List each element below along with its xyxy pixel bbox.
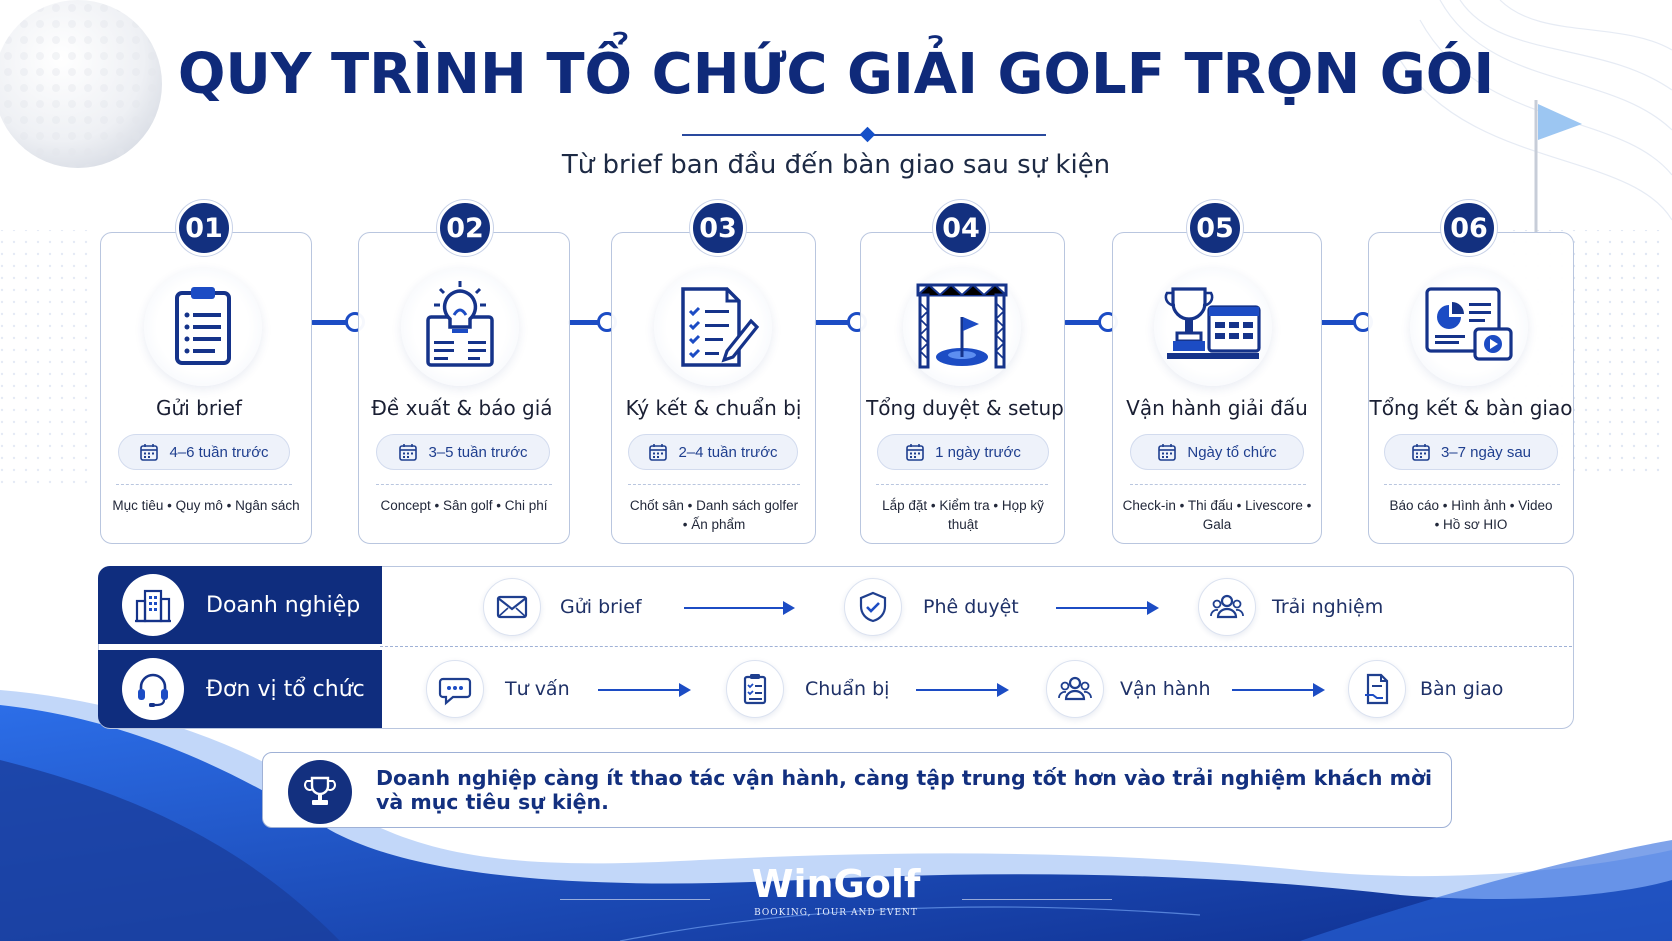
step-title-1: Gửi brief	[156, 396, 242, 420]
team-icon	[1057, 671, 1093, 707]
step-desc-2	[362, 496, 566, 515]
role-business	[98, 566, 382, 644]
step-divider-3	[628, 484, 800, 485]
truss-flag-icon	[912, 277, 1012, 377]
calendar-icon	[648, 442, 668, 462]
flow-arrow-icon	[1056, 607, 1156, 609]
step-icon-circle-2	[401, 268, 519, 386]
step-desc-line: Concept • Sân golf • Chi phí	[380, 498, 548, 513]
step-time-label-2: 3–5 tuần trước	[428, 443, 528, 461]
step-time-label-3: 2–4 tuần trước	[678, 443, 778, 461]
step-time-label-4: 1 ngày trước	[935, 443, 1021, 461]
step-desc-line: Mục tiêu • Quy mô • Ngân sách	[112, 498, 300, 513]
flow-business-2-label: Phê duyệt	[923, 596, 1019, 618]
step-desc-line: • Ấn phẩm	[682, 517, 746, 532]
step-icon-circle-1	[144, 268, 262, 386]
calendar-icon	[398, 442, 418, 462]
flow-organizer-4-circle	[1348, 660, 1406, 718]
shield-check-icon	[855, 589, 891, 625]
step-icon-circle-3	[654, 268, 772, 386]
step-time-label-1: 4–6 tuần trước	[169, 443, 269, 461]
step-divider-1	[116, 484, 292, 485]
building-icon	[133, 585, 173, 625]
page-title: QUY TRÌNH TỔ CHỨC GIẢI GOLF TRỌN GÓI	[177, 42, 1495, 107]
brand-logo: WinGolf	[751, 862, 921, 906]
step-number-4: 04	[933, 200, 989, 256]
step-desc-line: thuật	[947, 517, 979, 532]
contract-pen-icon	[663, 277, 763, 377]
step-time-6	[1384, 434, 1558, 470]
step-time-label-5: Ngày tổ chức	[1187, 443, 1277, 461]
step-desc-line: Lắp đặt • Kiểm tra • Họp kỹ	[882, 498, 1044, 513]
lightbulb-document-icon	[410, 277, 510, 377]
flow-business-3-circle	[1198, 578, 1256, 636]
step-icon-circle-4	[903, 268, 1021, 386]
step-divider-5	[1130, 484, 1306, 485]
step-desc-6	[1372, 496, 1570, 534]
step-icon-circle-5	[1154, 268, 1272, 386]
step-title-2: Đề xuất & báo giá	[371, 396, 553, 420]
step-number-3: 03	[690, 200, 746, 256]
step-time-4	[877, 434, 1049, 470]
flow-organizer-1-label: Tư vấn	[505, 678, 570, 700]
step-desc-1	[104, 496, 308, 515]
flow-organizer-4-label: Bàn giao	[1420, 678, 1504, 700]
group-icon	[1209, 589, 1245, 625]
step-title-6: Tổng kết & bàn giao	[1369, 396, 1573, 420]
step-desc-line: Báo cáo • Hình ảnh • Video	[1389, 498, 1553, 513]
trophy-scoreboard-icon	[1163, 277, 1263, 377]
flow-arrow-icon	[684, 607, 792, 609]
step-icon-circle-6	[1410, 268, 1528, 386]
report-video-icon	[1419, 277, 1519, 377]
step-time-label-6: 3–7 ngày sau	[1440, 443, 1532, 461]
role-organizer	[98, 650, 382, 728]
step-number-2: 02	[437, 200, 493, 256]
step-number-1: 01	[176, 200, 232, 256]
flow-business-2-circle	[844, 578, 902, 636]
step-time-5	[1130, 434, 1304, 470]
roles-divider	[380, 646, 1572, 647]
role-business-label: Doanh nghiệp	[206, 592, 361, 618]
flow-business-3-label: Trải nghiệm	[1272, 596, 1384, 618]
callout-badge	[288, 760, 352, 824]
calendar-icon	[139, 442, 159, 462]
step-desc-3	[614, 496, 814, 534]
flow-organizer-2-circle	[726, 660, 784, 718]
step-divider-2	[376, 484, 552, 485]
step-number-6: 06	[1441, 200, 1497, 256]
chat-bubble-icon	[437, 671, 473, 707]
mail-icon	[494, 589, 530, 625]
checklist-icon	[737, 671, 773, 707]
role-organizer-label: Đơn vị tổ chức	[206, 676, 365, 702]
role-business-icon-circle	[122, 574, 184, 636]
step-desc-4	[864, 496, 1062, 534]
page-subtitle: Từ brief ban đầu đến bàn giao sau sự kiện	[561, 150, 1111, 180]
step-title-5: Vận hành giải đấu	[1126, 396, 1308, 420]
headset-icon	[133, 669, 173, 709]
step-divider-4	[876, 484, 1048, 485]
step-desc-line: Chốt sân • Danh sách golfer	[629, 498, 799, 513]
flow-arrow-icon	[1232, 689, 1322, 691]
calendar-icon	[905, 442, 925, 462]
flow-arrow-icon	[598, 689, 688, 691]
flow-organizer-1-circle	[426, 660, 484, 718]
calendar-icon	[1157, 442, 1177, 462]
step-divider-6	[1384, 484, 1560, 485]
step-time-1	[118, 434, 290, 470]
clipboard-icon	[153, 277, 253, 377]
flow-business-1-circle	[483, 578, 541, 636]
step-desc-5	[1116, 496, 1318, 534]
flow-organizer-2-label: Chuẩn bị	[805, 678, 890, 700]
step-number-5: 05	[1187, 200, 1243, 256]
calendar-icon	[1411, 442, 1431, 462]
step-time-3	[628, 434, 798, 470]
flow-organizer-3-circle	[1046, 660, 1104, 718]
role-organizer-icon-circle	[122, 658, 184, 720]
document-handover-icon	[1359, 671, 1395, 707]
step-desc-line: Gala	[1202, 517, 1232, 532]
flow-business-1-label: Gửi brief	[560, 596, 642, 618]
flow-organizer-3-label: Vận hành	[1120, 678, 1211, 700]
callout-text: Doanh nghiệp càng ít thao tác vận hành, càng tập trung tốt hơn vào trải nghiệm khách mời và mục tiêu sự kiện.	[376, 766, 1433, 814]
brand-tagline: BOOKING, TOUR AND EVENT	[754, 908, 918, 918]
trophy-icon	[301, 773, 339, 811]
flow-arrow-icon	[916, 689, 1006, 691]
step-desc-line: Check-in • Thi đấu • Livescore •	[1122, 498, 1312, 513]
step-title-4: Tổng duyệt & setup	[866, 396, 1064, 420]
step-desc-line: • Hồ sơ HIO	[1434, 517, 1508, 532]
step-time-2	[376, 434, 550, 470]
step-title-3: Ký kết & chuẩn bị	[625, 396, 802, 420]
